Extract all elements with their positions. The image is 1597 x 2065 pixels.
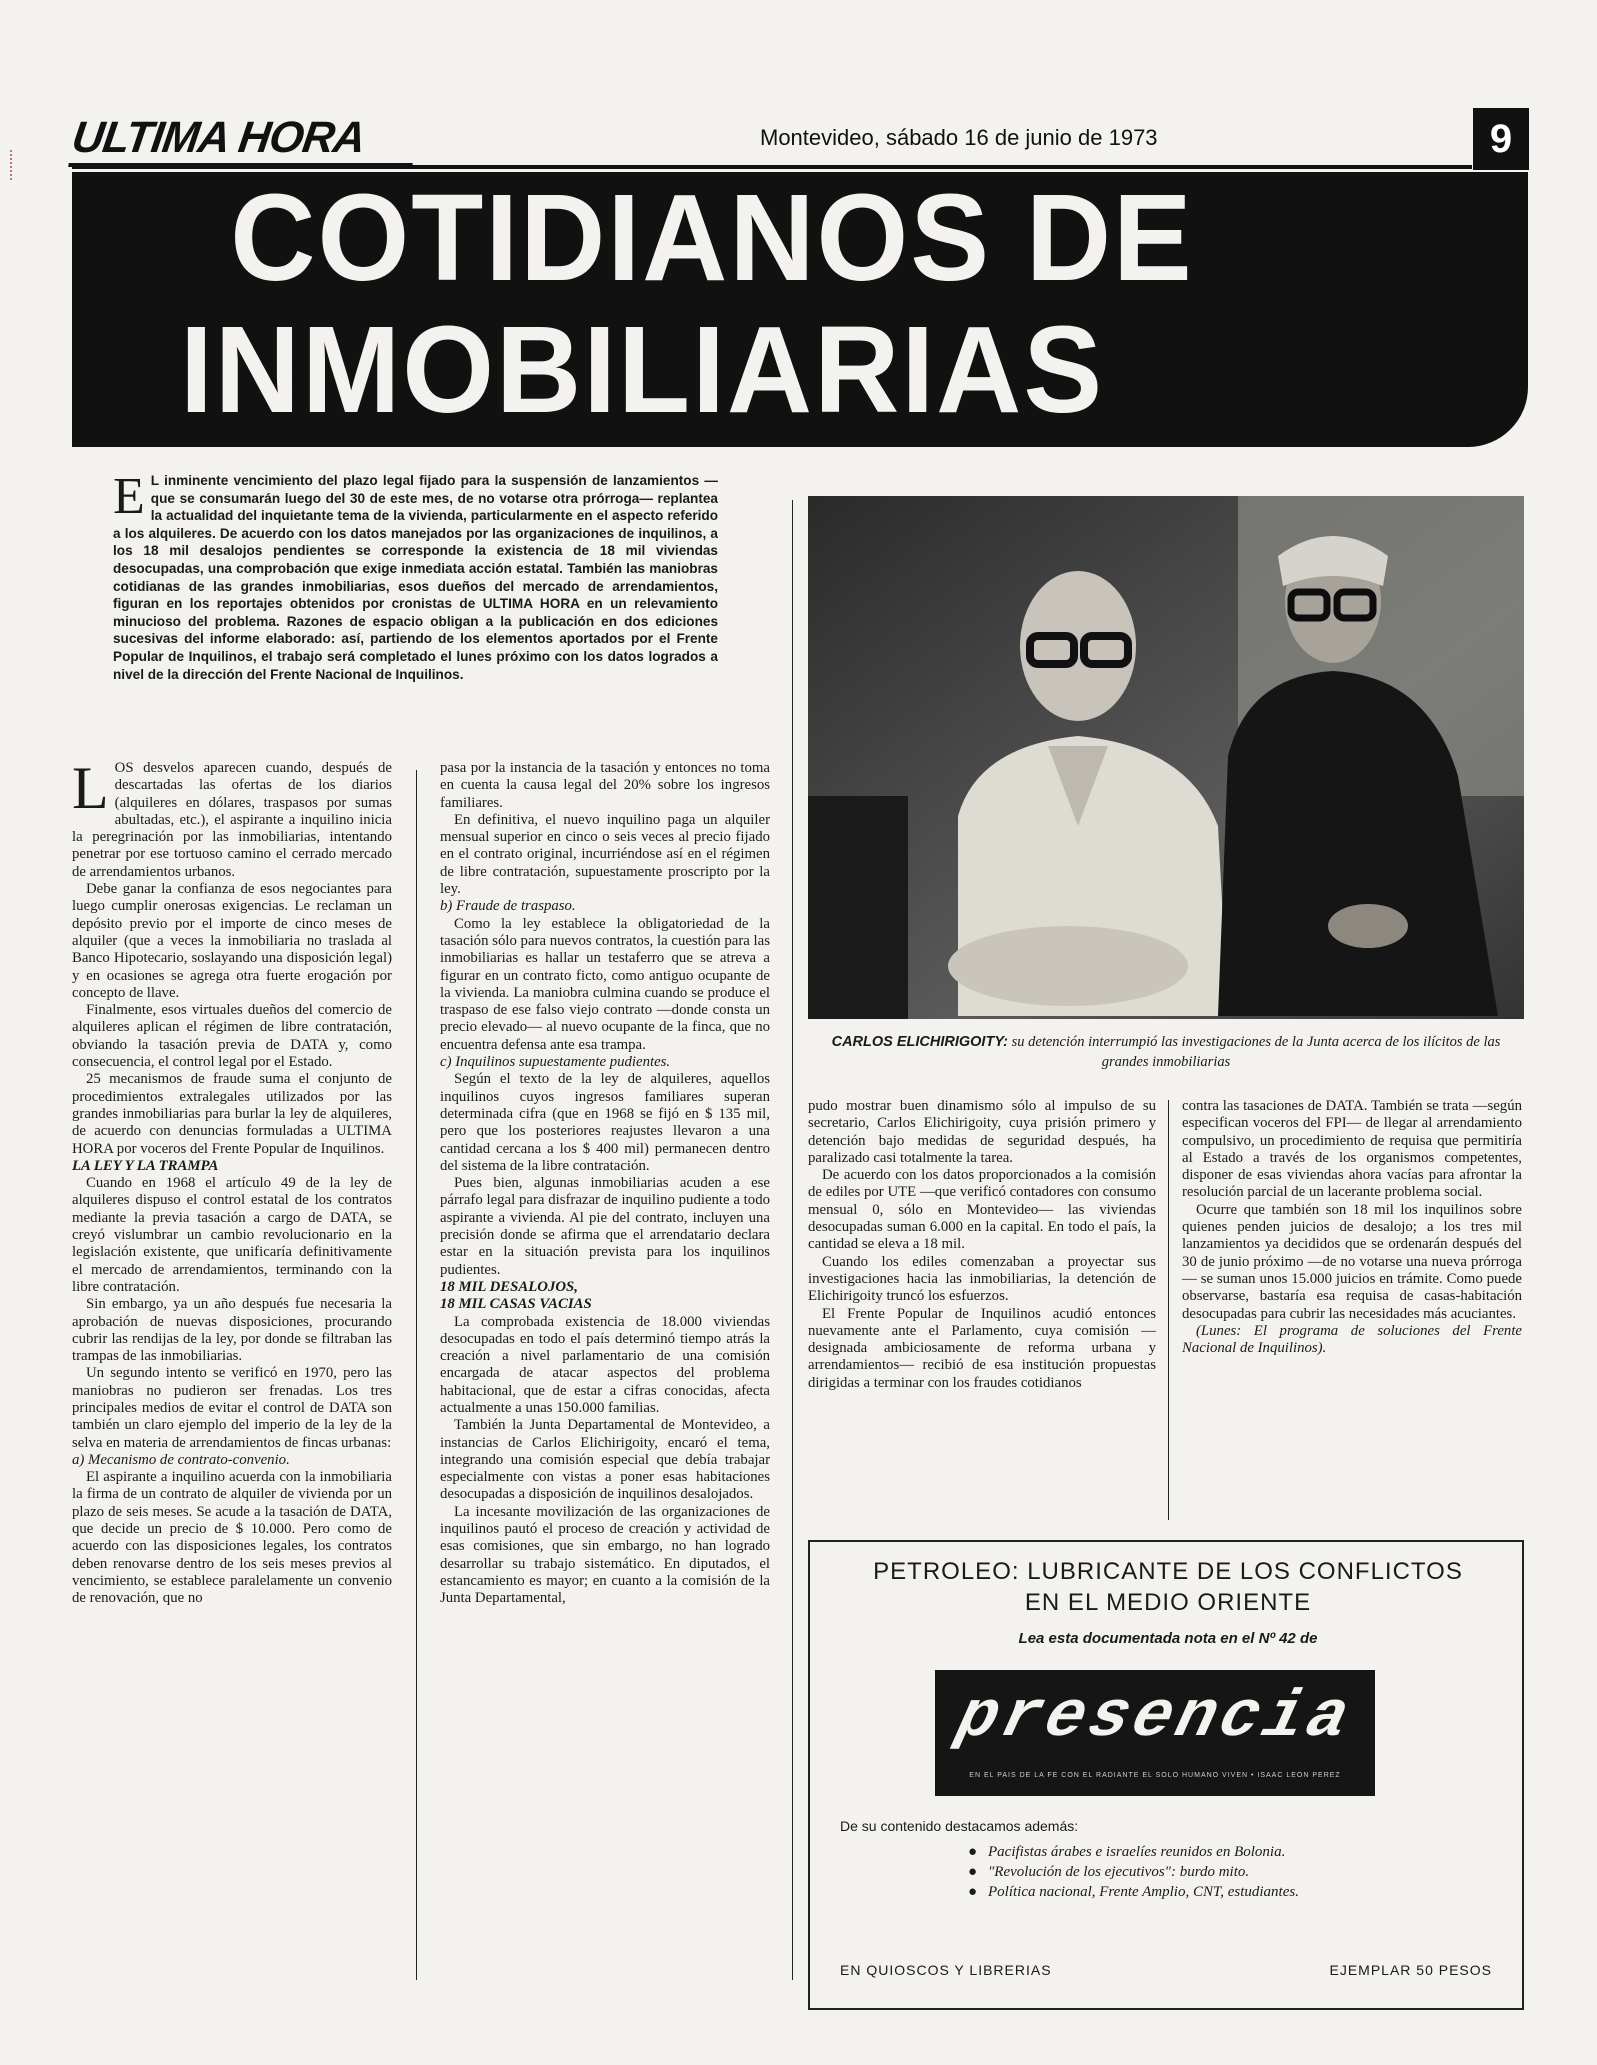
ad-headline-line-2: EN EL MEDIO ORIENTE [1024, 1589, 1312, 1616]
list-item [968, 1882, 1488, 1902]
photo-carlos-elichirigoity [808, 496, 1524, 1019]
bullet-icon: ● [968, 1884, 978, 1900]
list-item: c) Inquilinos supuestamente pudientes. [440, 1054, 671, 1071]
page-number: 9 [1473, 108, 1529, 170]
ad-brand-name: presencia [949, 1680, 1361, 1755]
list-item [968, 1862, 1488, 1882]
list-item: b) Fraude de traspaso. [440, 898, 576, 915]
paragraph: Un segundo intento se verificó en 1970, pero las maniobras no pudieron ser frenadas. Los tres principales medios de evitar el control de DATA son también un claro ejemplo del imperio de la ley de la selva en materia de arrendamientos de fincas urbanas: [72, 1365, 392, 1451]
headline-line-1: COTIDIANOS DE [230, 168, 1194, 308]
newspaper-logo: ULTIMA HORA [68, 113, 420, 167]
paragraph: De acuerdo con los datos proporcionados a la comisión de ediles por UTE —que verificó contadores con consumo mensual 0, sólo en Montevideo— las viviendas desocupadas suman 6.000 en la capital. En todo el país, la cantidad se eleva a 18 mil. [808, 1167, 1156, 1253]
column-rule [1168, 1100, 1169, 1520]
presencia-advertisement [808, 1540, 1524, 2010]
column-rule [792, 500, 793, 1980]
paragraph: OS desvelos aparecen cuando, después de descartadas las ofertas de los diarios (alquileres en dólares, traspasos por sumas abultadas, etc.), el aspirante a inquilino inicia la peregrinación por las inmobiliarias, intentando penetrar por ese tortuoso camino el cerrado mercado de arrendamientos urbanos. [72, 760, 392, 880]
bullet-icon: ● [968, 1864, 978, 1880]
ad-availability: EN QUIOSCOS Y LIBRERIAS [840, 1962, 1052, 1978]
paragraph: contra las tasaciones de DATA. También se trata —según especifican voceros del FPI— de llegar al arrendamiento compulsivo, un procedimiento de requisa que permitiría al Estado a través de los organismos competentes, disponer de esas viviendas ahora vacías para afrontar la resolución parcial de un lacerante problema social. [1182, 1098, 1522, 1201]
list-item [968, 1842, 1488, 1862]
article-column-2 [440, 760, 770, 1608]
subheading: 18 MIL DESALOJOS, [440, 1278, 578, 1295]
paragraph: Finalmente, esos virtuales dueños del comercio de alquileres aplican el régimen de libre contratación, obviando la tasación previa de DATA y, como consecuencia, el control legal por el Estado. [72, 1002, 392, 1071]
caption-name: CARLOS ELICHIRIGOITY: [831, 1034, 1009, 1050]
staple-mark [10, 150, 30, 180]
paragraph: Debe ganar la confianza de esos negociantes para luego cumplir onerosas exigencias. Le reclaman un depósito previo por el importe de cinco meses de alquiler (que a veces la inmobiliaria no traslada al Banco Hipotecario, soslayando una disposición legal) y en ocasiones se agrega otra fuerte erogación por concepto de llave. [72, 881, 392, 1001]
paragraph: Pues bien, algunas inmobiliarias acuden a ese párrafo legal para disfrazar de inquilino pudiente a todo aspirante a vivienda. Al pie del contrato, incluyen una precisión donde se afirma que el arrendatario declara estar en la situación prevista para los inquilinos pudientes. [440, 1175, 770, 1278]
ad-headline [830, 1556, 1506, 1618]
bullet-icon: ● [968, 1844, 978, 1860]
list-item: a) Mecanismo de contrato-convenio. [72, 1451, 290, 1468]
article-column-1 [72, 755, 392, 1608]
paragraph: Cuando los ediles comenzaban a proyectar sus investigaciones hacia las inmobiliarias, la detención de Elichirigoity truncó los esfuerzos. [808, 1253, 1156, 1305]
headline-banner [72, 168, 1528, 447]
ad-contents-list [968, 1842, 1488, 1902]
list-item-text: "Revolución de los ejecutivos": burdo mito. [988, 1864, 1250, 1880]
paragraph: pudo mostrar buen dinamismo sólo al impulso de su secretario, Carlos Elichirigoity, cuya prisión primero y detención bajo medidas de seguridad después, ha paralizado casi totalmente la tarea. [808, 1098, 1156, 1166]
paragraph: pasa por la instancia de la tasación y entonces no toma en cuenta la causa legal del 20% sobre los ingresos familiares. [440, 760, 770, 811]
paragraph: Cuando en 1968 el artículo 49 de la ley de alquileres dispuso el control estatal de los contratos mediante la previa tasación a cargo de DATA, se creyó vislumbrar un cambio revolucionario en la legislación existente, que unificaría definitivamente el mercado de arrendamientos, terminando con la libre contratación. [72, 1175, 392, 1295]
paragraph: La incesante movilización de las organizaciones de inquilinos pautó el proceso de creación y actividad de esas comisiones, que sin embargo, no han logrado desarrollar su trabajo sistemático. En diputados, el estancamiento es mayor; en cuanto a la comisión de la Junta Departamental, [440, 1503, 770, 1607]
lead-paragraph [113, 468, 718, 683]
paragraph: Ocurre que también son 18 mil los inquilinos sobre quienes penden juicios de desalojo; a los tres mil lanzamientos ya decididos que se ordenarán después del 30 de junio próximo —de no votarse una nueva prórroga— se suman unos 15.000 juicios en trámite. Como puede observarse, bastaría esa requisa de casas-habitación desocupadas para cubrir las necesidades más acuciantes. [1182, 1201, 1522, 1322]
ad-headline-line-1: PETROLEO: LUBRICANTE DE LOS CONFLICTOS [873, 1558, 1463, 1585]
headline-line-2: INMOBILIARIAS [179, 300, 1105, 440]
dateline: Montevideo, sábado 16 de junio de 1973 [760, 125, 1158, 150]
ad-lead: Lea esta documentada nota en el Nº 42 de [1018, 1630, 1318, 1647]
paragraph: 25 mecanismos de fraude suma el conjunto de procedimientos extralegales utilizados por las grandes inmobiliarias para burlar la ley de alquileres, de acuerdo con denuncias formuladas a ULTIMA HORA por voceros del Frente Popular de Inquilinos. [72, 1071, 392, 1157]
article-column-3 [808, 1098, 1156, 1392]
paragraph: Como la ley establece la obligatoriedad de la tasación sólo para nuevos contratos, la cuestión para las inmobiliarias es hallar un testaferro que se atreva a figurar en un contrato ficto, como antiguo ocupante de la vivienda. La maniobra culmina cuando se produce el traspaso de ese falso viejo contrato —donde consta un precio elevado— al nuevo ocupante de la finca, que no encuentra defensa ante esa trampa. [440, 915, 770, 1053]
lead-text: L inminente vencimiento del plazo legal fijado para la suspensión de lanzamientos —que se consumarán luego del 30 de este mes, de no votarse otra prórroga— replantea la actualidad del inquietante tema de la vivienda, particularmente en el aspecto referido a los alquileres. De acuerdo con los datos manejados por las organizaciones de inquilinos, a los 18 mil desalojos pendientes se corresponde la existencia de 18 mil viviendas desocupadas, una comprobación que exige inmediata acción estatal. También las maniobras cotidianas de las grandes inmobiliarias, esos dueños del mercado de arrendamientos, figuran en los reportajes obtenidos por cronistas de ULTIMA HORA en un relevamiento minucioso del problema. Razones de espacio obligan a la publicación en dos ediciones sucesivas del informe elaborado: así, partiendo de los elementos aportados por el Frente Popular de Inquilinos, el trabajo será completado el lunes próximo con los datos logrados a nivel de la dirección del Frente Nacional de Inquilinos. [113, 473, 718, 682]
paragraph: La comprobada existencia de 18.000 viviendas desocupadas en todo el país determinó tiempo atrás la creación a nivel parlamentario de una comisión encargada de atacar aspectos del problema habitacional, que de estar a cifras conocidas, afecta actualmente a unas 150.000 familias. [440, 1313, 770, 1416]
ad-brand-logo [935, 1670, 1375, 1796]
ad-intro: De su contenido destacamos además: [840, 1818, 1079, 1834]
column-rule [416, 770, 417, 1980]
lead-drop-cap: E [113, 468, 145, 525]
subheading: 18 MIL CASAS VACIAS [440, 1296, 592, 1313]
subheading: LA LEY Y LA TRAMPA [72, 1157, 219, 1174]
paragraph: El Frente Popular de Inquilinos acudió entonces nuevamente ante el Parlamento, cuya comisión —designada ambiciosamente de reforma urbana y arrendamientos— recibió de esa institución propuestas dirigidas a terminar con los fraudes cotidianos [808, 1305, 1156, 1391]
paragraph: (Lunes: El programa de soluciones del Frente Nacional de Inquilinos). [1182, 1322, 1522, 1357]
paragraph: En definitiva, el nuevo inquilino paga un alquiler mensual superior en cinco o seis veces al precio fijado en el contrato original, incurriéndose así en el régimen de libre contratación, supuestamente proscripto por la ley. [440, 811, 770, 898]
paragraph: Según el texto de la ley de alquileres, aquellos inquilinos cuyos ingresos familiares superan determinada cifra (que en 1968 se fijó en $ 135 mil, pero que los posteriores reajustes llevaron a una cantidad cercana a los $ 400 mil) permanecen dentro del sistema de la libre contratación. [440, 1071, 770, 1174]
paragraph: Sin embargo, ya un año después fue necesaria la aprobación de nuevas disposiciones, procurando cubrir las rendijas de la ley, por donde se filtraban las trampas de las inmobiliarias. [72, 1296, 392, 1365]
body-drop-cap: L [72, 755, 109, 821]
article-column-4 [1182, 1098, 1522, 1357]
list-item-text: Pacifistas árabes e israelíes reunidos en Bolonia. [988, 1844, 1286, 1860]
caption-text: su detención interrumpió las investigaciones de la Junta acerca de los ilícitos de las grandes inmobiliarias [1011, 1034, 1501, 1070]
ad-brand-tagline: EN EL PAIS DE LA FE CON EL RADIANTE EL SOLO HUMANO VIVEN • ISAAC LEON PEREZ [969, 1772, 1341, 1779]
ad-price: EJEMPLAR 50 PESOS [1329, 1962, 1492, 1978]
paragraph: También la Junta Departamental de Montevideo, a instancias de Carlos Elichirigoity, encaró el tema, integrando una comisión especial que debía trabajar especialmente con vistas a poner esas habitaciones desocupadas a disposición de inquilinos desalojados. [440, 1417, 770, 1503]
list-item-text: Política nacional, Frente Amplio, CNT, estudiantes. [988, 1884, 1299, 1900]
paragraph: El aspirante a inquilino acuerda con la inmobiliaria la firma de un contrato de alquiler de vivienda por un plazo de seis meses. Se acude a la tasación de DATA, que decide un precio de $ 10.000. Pero como de acuerdo con las disposiciones legales, los contratos deben renovarse dentro de los seis meses previos al vencimiento, se establece paralelamente un convenio de renovación, que no [72, 1469, 392, 1607]
photo-caption [808, 1032, 1524, 1072]
